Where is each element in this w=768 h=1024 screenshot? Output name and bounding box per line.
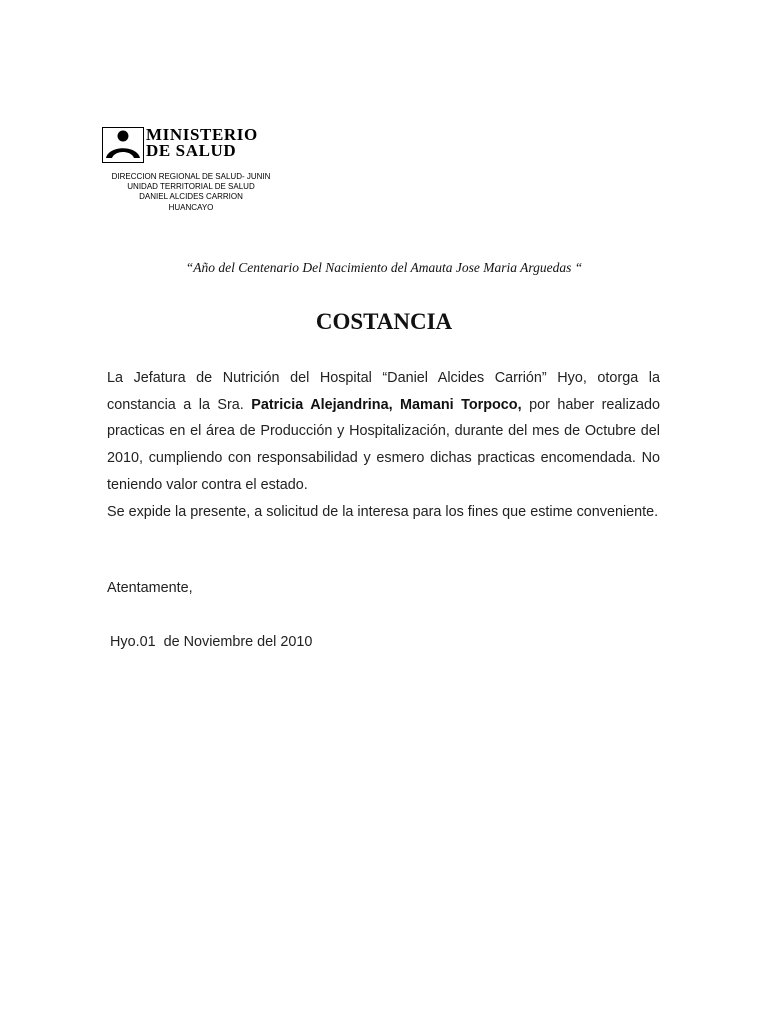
logo-line-2: DE SALUD xyxy=(146,141,237,160)
org-line: DIRECCION REGIONAL DE SALUD- JUNIN xyxy=(111,172,271,181)
recipient-name: Patricia Alejandrina, Mamani Torpoco, xyxy=(251,396,522,413)
ministry-logo xyxy=(102,127,270,163)
org-line: HUANCAYO xyxy=(168,202,214,212)
closing-salutation: Atentamente, xyxy=(107,580,193,596)
document-title: COSTANCIA xyxy=(315,309,453,334)
year-motto: “Año del Centenario Del Nacimiento del Amauta Jose Maria Arguedas “ xyxy=(185,260,583,275)
paragraph-issuance: Se expide la presente, a solicitud de la interesa para los fines que estime conveniente. xyxy=(107,503,659,520)
paragraph-main xyxy=(107,365,660,499)
org-line: UNIDAD TERRITORIAL DE SALUD xyxy=(127,182,255,192)
ministry-emblem-icon xyxy=(102,127,144,163)
organization-block xyxy=(96,172,286,213)
document-date: Hyo.01 de Noviembre del 2010 xyxy=(110,634,313,650)
document-body xyxy=(107,365,660,525)
paragraph-text-end: por haber realizado practicas en el área de Producción y Hospitalización, durante del mes de Octubre del 2010, cumpliendo con responsabilidad y esmero dichas practicas encomendada. No teniendo valor contra el estado. xyxy=(107,396,661,493)
paragraph-text-start: La Jefatura de Nutrición del Hospital “Daniel Alcides Carrión” Hyo, otorga la constancia a la Sra. xyxy=(107,370,660,413)
logo-line-1: MINISTERIO xyxy=(146,125,258,144)
org-line: DANIEL ALCIDES CARRION xyxy=(139,192,243,202)
logo-wordmark xyxy=(146,127,258,159)
